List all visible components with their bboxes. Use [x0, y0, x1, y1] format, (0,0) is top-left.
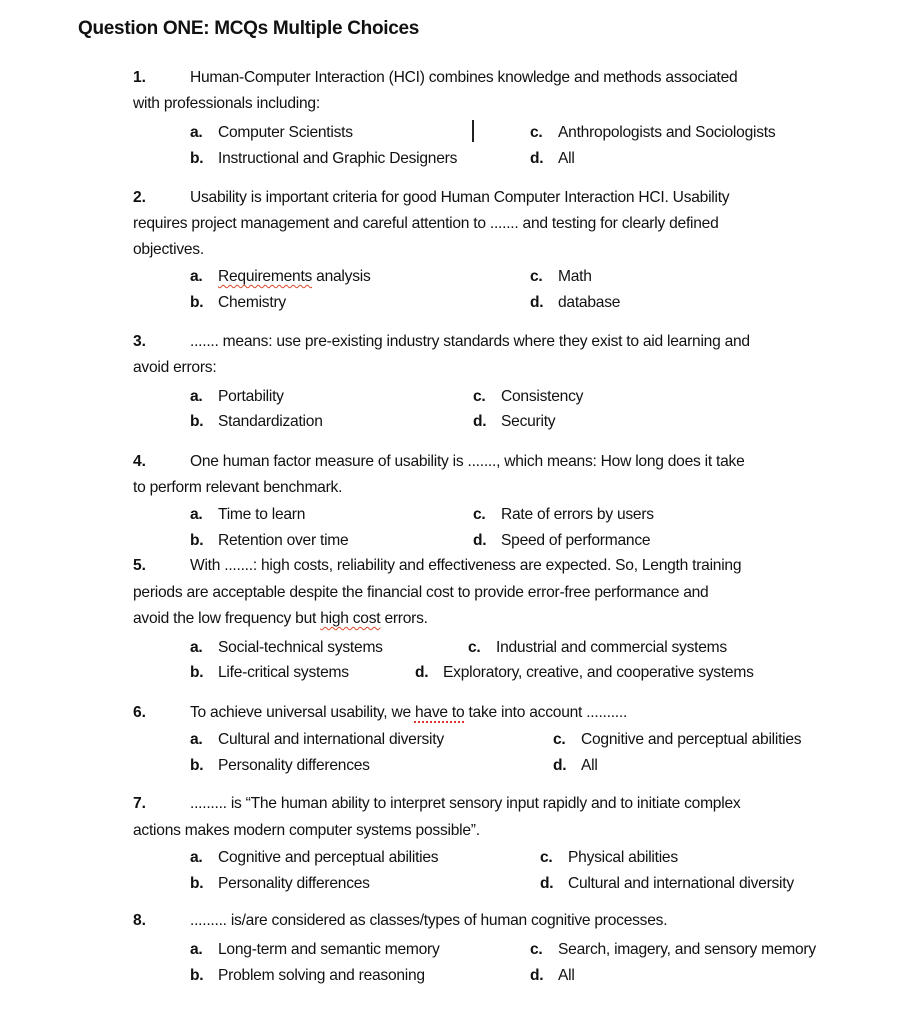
option-text: Exploratory, creative, and cooperative systems: [443, 664, 754, 681]
question-number: 4.: [133, 453, 147, 470]
option-letter: c.: [530, 124, 543, 141]
option-letter: d.: [540, 875, 554, 892]
option-text: All: [558, 967, 575, 984]
option-text: Requirements analysis: [218, 268, 371, 285]
option-letter: b.: [190, 757, 204, 774]
answer-option[interactable]: [415, 663, 754, 683]
question-text-line: ....... means: use pre-existing industry standards where they exist to aid learning and: [190, 333, 750, 350]
option-text: Math: [558, 268, 592, 285]
option-text: Security: [501, 413, 556, 430]
answer-option[interactable]: [553, 756, 598, 776]
question-text-line: One human factor measure of usability is ......., which means: How long does it take: [190, 453, 745, 470]
answer-option[interactable]: [190, 940, 440, 960]
option-letter: b.: [190, 664, 204, 681]
answer-option[interactable]: [190, 756, 370, 776]
answer-option[interactable]: [530, 149, 575, 169]
question-text-line: actions makes modern computer systems possible”.: [133, 822, 480, 839]
option-text: Industrial and commercial systems: [496, 639, 727, 656]
option-text: Time to learn: [218, 506, 306, 523]
answer-option[interactable]: [190, 387, 284, 407]
option-text: Speed of performance: [501, 532, 651, 549]
option-text: Standardization: [218, 413, 323, 430]
option-letter: b.: [190, 294, 204, 311]
answer-option[interactable]: [468, 638, 727, 658]
option-letter: a.: [190, 941, 203, 958]
answer-option[interactable]: [190, 412, 323, 432]
question-text-line: Usability is important criteria for good Human Computer Interaction HCI. Usability: [190, 189, 730, 206]
question-text-line: periods are acceptable despite the financial cost to provide error-free performance and: [133, 584, 709, 601]
question-number: 1.: [133, 69, 147, 86]
question-text-line: requires project management and careful attention to ....... and testing for clearly defined: [133, 215, 719, 232]
option-letter: c.: [530, 268, 543, 285]
option-text: Portability: [218, 388, 284, 405]
question-text-line: Human-Computer Interaction (HCI) combines knowledge and methods associated: [190, 69, 738, 86]
question-text-line: With .......: high costs, reliability and effectiveness are expected. So, Length training: [190, 557, 742, 574]
question-text-line: ......... is/are considered as classes/types of human cognitive processes.: [190, 912, 668, 929]
question-text-line: to perform relevant benchmark.: [133, 479, 343, 496]
option-text: Chemistry: [218, 294, 286, 311]
answer-option[interactable]: [190, 267, 371, 287]
option-letter: a.: [190, 506, 203, 523]
option-text: Social-technical systems: [218, 639, 383, 656]
option-letter: b.: [190, 150, 204, 167]
answer-option[interactable]: [190, 293, 286, 313]
option-text: Cognitive and perceptual abilities: [581, 731, 802, 748]
text-cursor: [472, 120, 474, 142]
option-text: Long-term and semantic memory: [218, 941, 440, 958]
spellcheck-underline: high cost: [320, 610, 381, 627]
question-text-line: avoid errors:: [133, 359, 217, 376]
option-text: Problem solving and reasoning: [218, 967, 425, 984]
option-letter: a.: [190, 124, 203, 141]
option-text: Computer Scientists: [218, 124, 353, 141]
option-letter: d.: [530, 150, 544, 167]
option-letter: b.: [190, 413, 204, 430]
page-title: Question ONE: MCQs Multiple Choices: [78, 18, 420, 39]
option-letter: d.: [553, 757, 567, 774]
option-letter: d.: [530, 967, 544, 984]
option-letter: a.: [190, 268, 203, 285]
answer-option[interactable]: [190, 874, 370, 894]
option-letter: a.: [190, 388, 203, 405]
option-text: Physical abilities: [568, 849, 678, 866]
answer-option[interactable]: [530, 123, 775, 143]
option-text: database: [558, 294, 621, 311]
option-letter: b.: [190, 532, 204, 549]
question-text-line: avoid the low frequency but high cost errors.: [133, 610, 428, 627]
answer-option[interactable]: [473, 505, 654, 525]
option-letter: c.: [540, 849, 553, 866]
answer-option[interactable]: [530, 940, 816, 960]
option-text: Instructional and Graphic Designers: [218, 150, 458, 167]
option-text: All: [581, 757, 598, 774]
option-text: Cognitive and perceptual abilities: [218, 849, 439, 866]
spellcheck-underline: Requirements: [218, 268, 313, 285]
option-text: Cultural and international diversity: [568, 875, 794, 892]
option-text: Personality differences: [218, 757, 370, 774]
question-number: 2.: [133, 189, 147, 206]
option-letter: c.: [530, 941, 543, 958]
option-letter: d.: [473, 532, 487, 549]
answer-option[interactable]: [530, 293, 620, 313]
option-letter: a.: [190, 639, 203, 656]
question-text-line: objectives.: [133, 241, 204, 258]
option-letter: b.: [190, 875, 204, 892]
answer-option[interactable]: [190, 966, 425, 986]
option-text: Consistency: [501, 388, 584, 405]
answer-option[interactable]: [540, 874, 794, 894]
option-letter: c.: [473, 388, 486, 405]
answer-option[interactable]: [190, 149, 457, 169]
option-letter: c.: [473, 506, 486, 523]
question-number: 5.: [133, 557, 147, 574]
option-letter: d.: [473, 413, 487, 430]
option-text: Search, imagery, and sensory memory: [558, 941, 816, 958]
option-letter: c.: [468, 639, 481, 656]
question-number: 3.: [133, 333, 147, 350]
option-text: Personality differences: [218, 875, 370, 892]
option-text: Anthropologists and Sociologists: [558, 124, 776, 141]
answer-option[interactable]: [540, 848, 678, 868]
option-letter: a.: [190, 731, 203, 748]
question-text-line: with professionals including:: [133, 95, 320, 112]
answer-option[interactable]: [553, 730, 801, 750]
option-letter: d.: [415, 664, 429, 681]
option-letter: b.: [190, 967, 204, 984]
spellcheck-underline: have to: [414, 704, 465, 721]
answer-option[interactable]: [190, 848, 438, 868]
option-letter: a.: [190, 849, 203, 866]
question-text-line: To achieve universal usability, we have to take into account ..........: [190, 704, 628, 721]
answer-option[interactable]: [530, 966, 575, 986]
answer-option[interactable]: [473, 412, 555, 432]
answer-option[interactable]: [473, 387, 583, 407]
option-letter: d.: [530, 294, 544, 311]
question-text-line: ......... is “The human ability to interpret sensory input rapidly and to initiate complex: [190, 795, 741, 812]
option-text: All: [558, 150, 575, 167]
question-number: 8.: [133, 912, 147, 929]
answer-option[interactable]: [190, 123, 353, 143]
answer-option[interactable]: [190, 638, 383, 658]
answer-option[interactable]: [190, 505, 305, 525]
answer-option[interactable]: [190, 663, 349, 683]
option-text: Retention over time: [218, 532, 349, 549]
answer-option[interactable]: [190, 730, 444, 750]
option-letter: c.: [553, 731, 566, 748]
option-text: Life-critical systems: [218, 664, 349, 681]
question-number: 6.: [133, 704, 147, 721]
answer-option[interactable]: [190, 531, 348, 551]
question-number: 7.: [133, 795, 147, 812]
answer-option[interactable]: [473, 531, 650, 551]
answer-option[interactable]: [530, 267, 592, 287]
option-text: Cultural and international diversity: [218, 731, 444, 748]
option-text: Rate of errors by users: [501, 506, 654, 523]
